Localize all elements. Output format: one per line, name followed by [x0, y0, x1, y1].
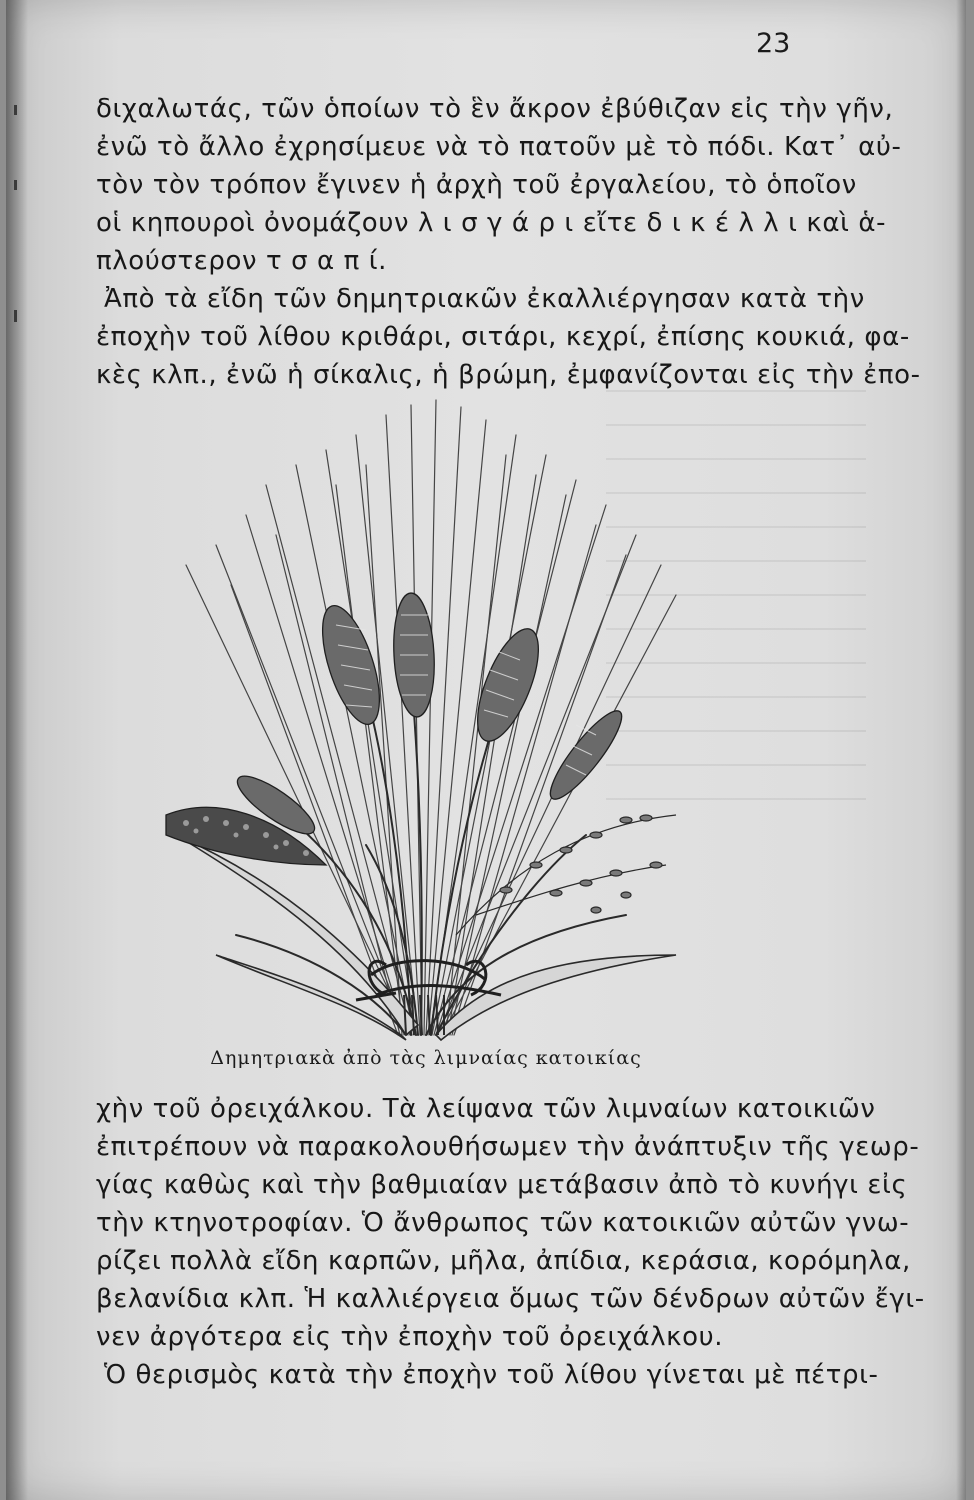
text-line: ἐπιτρέπουν νὰ παρακολουθήσωμεν τὴν ἀνάπτυξιν τῆς γεωρ- — [96, 1132, 920, 1162]
text-line: Ὁ θερισμὸς κατὰ τὴν ἐποχὴν τοῦ λίθου γίνεται μὲ πέτρι- — [104, 1360, 879, 1390]
bottom-paragraphs — [96, 1090, 925, 1394]
text-line: ἐποχὴν τοῦ λίθου κριθάρι, σιτάρι, κεχρί, ἐπίσης κουκιά, φα- — [96, 322, 910, 352]
figure-caption: Δημητριακὰ ἀπὸ τὰς λιμναίας κατοικίας — [210, 1047, 642, 1069]
text-line: χὴν τοῦ ὀρειχάλκου. Τὰ λείψανα τῶν λιμναίων κατοικιῶν — [96, 1094, 876, 1124]
page-edge-shadow — [956, 0, 966, 1500]
book-page — [6, 0, 966, 1500]
text-line: νεν ἀργότερα εἰς τὴν ἐποχὴν τοῦ ὀρειχάλκου. — [96, 1322, 724, 1352]
text-line: ρίζει πολλὰ εἴδη καρπῶν, μῆλα, ἀπίδια, κεράσια, κορόμηλα, — [96, 1246, 911, 1276]
margin-mark — [14, 105, 17, 115]
text-line: ἐνῶ τὸ ἄλλο ἐχρησίμευε νὰ τὸ πατοῦν μὲ τὸ πόδι. Κατ᾽ αὐ- — [96, 132, 902, 162]
grain-bundle-illustration — [156, 395, 696, 1045]
text-line: τὸν τὸν τρόπον ἔγινεν ἡ ἀρχὴ τοῦ ἐργαλείου, τὸ ὁποῖον — [96, 170, 857, 200]
text-line: Ἀπὸ τὰ εἴδη τῶν δημητριακῶν ἐκαλλιέργησαν κατὰ τὴν — [104, 284, 865, 314]
text-line: γίας καθὼς καὶ τὴν βαθμιαίαν μετάβασιν ἀπὸ τὸ κυνήγι εἰς — [96, 1170, 908, 1200]
binding-shadow — [6, 0, 28, 1500]
margin-mark — [14, 180, 17, 190]
text-line: τὴν κτηνοτροφίαν. Ὁ ἄνθρωπος τῶν κατοικιῶν αὐτῶν γνω- — [96, 1208, 910, 1238]
text-line: κὲς κλπ., ἐνῶ ἡ σίκαλις, ἡ βρώμη, ἐμφανίζονται εἰς τὴν ἐπο- — [96, 360, 921, 390]
text-line: πλούστερον τ σ α π ί. — [96, 246, 388, 276]
margin-mark — [14, 310, 17, 322]
page-number: 23 — [756, 28, 791, 59]
text-line: βελανίδια κλπ. Ἡ καλλιέργεια ὅμως τῶν δένδρων αὐτῶν ἔγι- — [96, 1284, 925, 1314]
text-line: οἱ κηπουροὶ ὀνομάζουν λ ι σ γ ά ρ ι εἴτε δ ι κ έ λ λ ι καὶ ἁ- — [96, 208, 887, 238]
top-paragraphs — [96, 90, 921, 394]
text-line: διχαλωτάς, τῶν ὁποίων τὸ ἓν ἄκρον ἐβύθιζαν εἰς τὴν γῆν, — [96, 94, 894, 124]
